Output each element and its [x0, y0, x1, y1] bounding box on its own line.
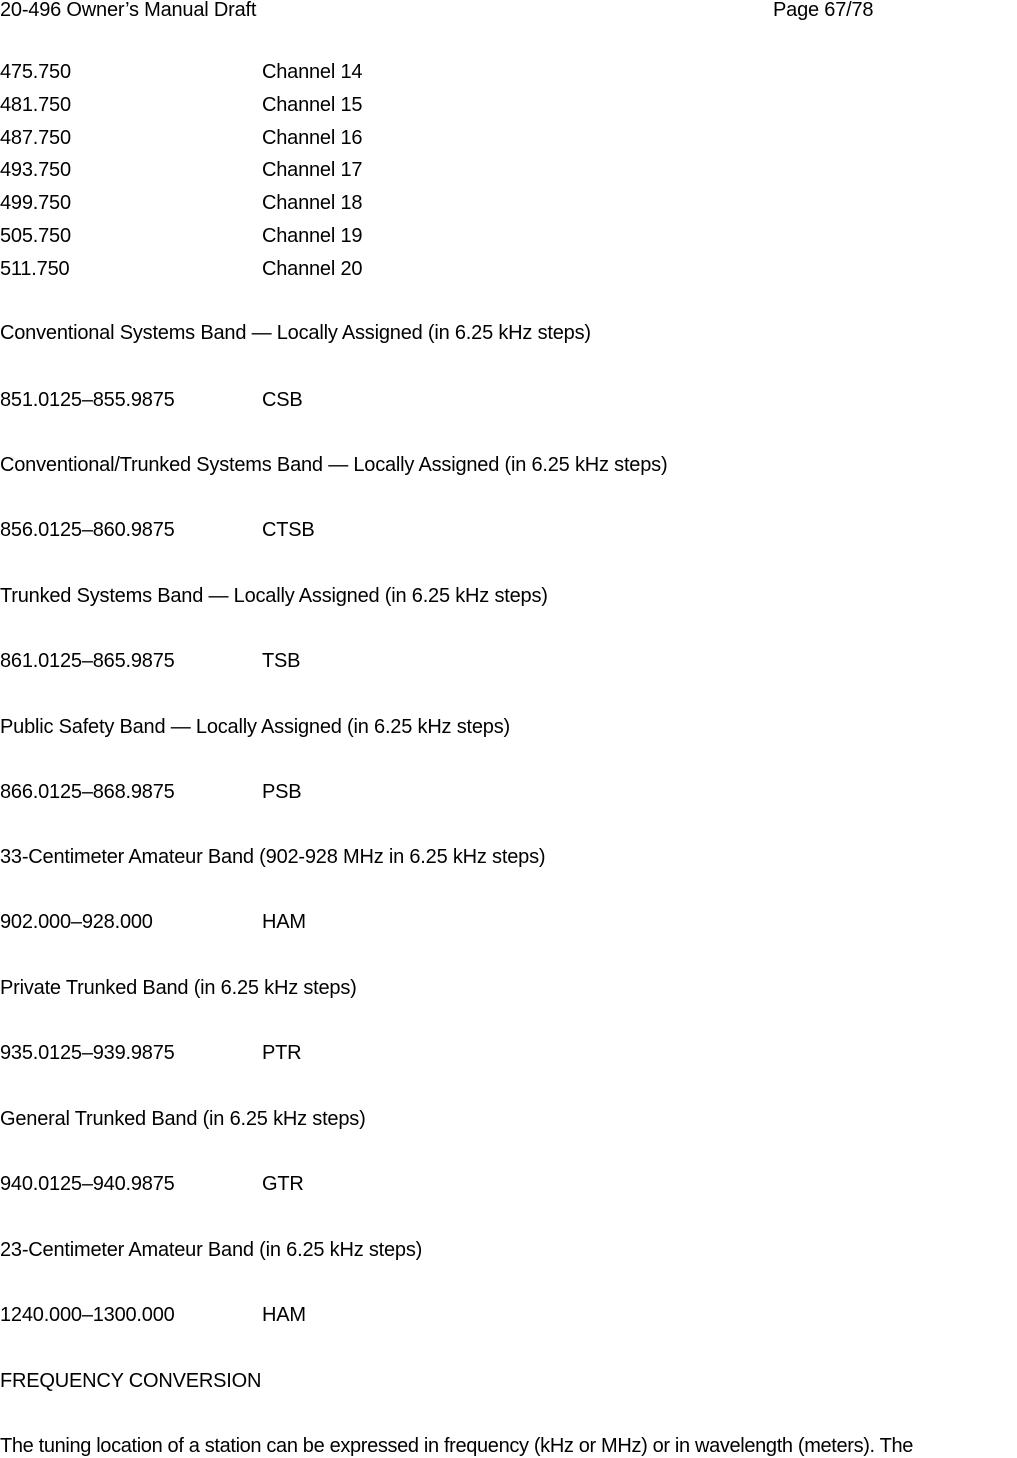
band-row: [0, 1041, 302, 1065]
band-heading: Conventional Systems Band — Locally Assigned (in 6.25 kHz steps): [0, 322, 591, 344]
channel-frequency: 487.750: [0, 127, 71, 149]
band-heading: Private Trunked Band (in 6.25 kHz steps): [0, 977, 357, 999]
band-range: 902.000–928.000: [0, 911, 153, 933]
band-heading: 23-Centimeter Amateur Band (in 6.25 kHz steps): [0, 1239, 423, 1261]
band-range: 935.0125–939.9875: [0, 1042, 175, 1064]
band-range: 940.0125–940.9875: [0, 1173, 175, 1195]
page-number: Page 67/78: [773, 0, 874, 21]
band-code: HAM: [262, 1304, 306, 1326]
channel-label: Channel 20: [262, 258, 363, 280]
band-row: [0, 1303, 306, 1327]
channel-label: Channel 14: [262, 61, 363, 83]
band-row: [0, 910, 306, 934]
band-code: GTR: [262, 1173, 304, 1195]
channel-row: [0, 93, 363, 117]
band-code: CSB: [262, 389, 303, 411]
band-range: 856.0125–860.9875: [0, 519, 175, 541]
band-row: [0, 1172, 304, 1196]
channel-label: Channel 19: [262, 225, 363, 247]
band-row: [0, 780, 302, 804]
channel-frequency: 505.750: [0, 225, 71, 247]
channel-frequency: 475.750: [0, 61, 71, 83]
section-title: FREQUENCY CONVERSION: [0, 1370, 262, 1392]
band-code: PTR: [262, 1042, 302, 1064]
channel-row: [0, 257, 363, 281]
channel-label: Channel 17: [262, 159, 363, 181]
band-heading: Public Safety Band — Locally Assigned (in 6.25 kHz steps): [0, 716, 510, 738]
band-range: 851.0125–855.9875: [0, 389, 175, 411]
band-code: TSB: [262, 650, 301, 672]
band-heading: Conventional/Trunked Systems Band — Locally Assigned (in 6.25 kHz steps): [0, 454, 668, 476]
channel-label: Channel 15: [262, 94, 363, 116]
channel-row: [0, 60, 363, 84]
channel-row: [0, 126, 363, 150]
band-range: 861.0125–865.9875: [0, 650, 175, 672]
band-range: 866.0125–868.9875: [0, 781, 175, 803]
band-row: [0, 388, 303, 412]
channel-row: [0, 224, 363, 248]
band-row: [0, 518, 315, 542]
band-row: [0, 649, 301, 673]
band-heading: 33-Centimeter Amateur Band (902-928 MHz in 6.25 kHz steps): [0, 846, 546, 868]
channel-frequency: 493.750: [0, 159, 71, 181]
band-code: HAM: [262, 911, 306, 933]
section-paragraph: The tuning location of a station can be expressed in frequency (kHz or MHz) or in wavelength (meters). The: [0, 1435, 913, 1457]
band-heading: Trunked Systems Band — Locally Assigned (in 6.25 kHz steps): [0, 585, 548, 607]
document-title: 20-496 Owner’s Manual Draft: [0, 0, 257, 21]
band-code: CTSB: [262, 519, 315, 541]
channel-label: Channel 16: [262, 127, 363, 149]
channel-frequency: 511.750: [0, 258, 70, 280]
band-code: PSB: [262, 781, 302, 803]
band-range: 1240.000–1300.000: [0, 1304, 175, 1326]
band-heading: General Trunked Band (in 6.25 kHz steps): [0, 1108, 366, 1130]
channel-row: [0, 158, 363, 182]
channel-frequency: 481.750: [0, 94, 71, 116]
channel-frequency: 499.750: [0, 192, 71, 214]
channel-label: Channel 18: [262, 192, 363, 214]
channel-row: [0, 191, 363, 215]
